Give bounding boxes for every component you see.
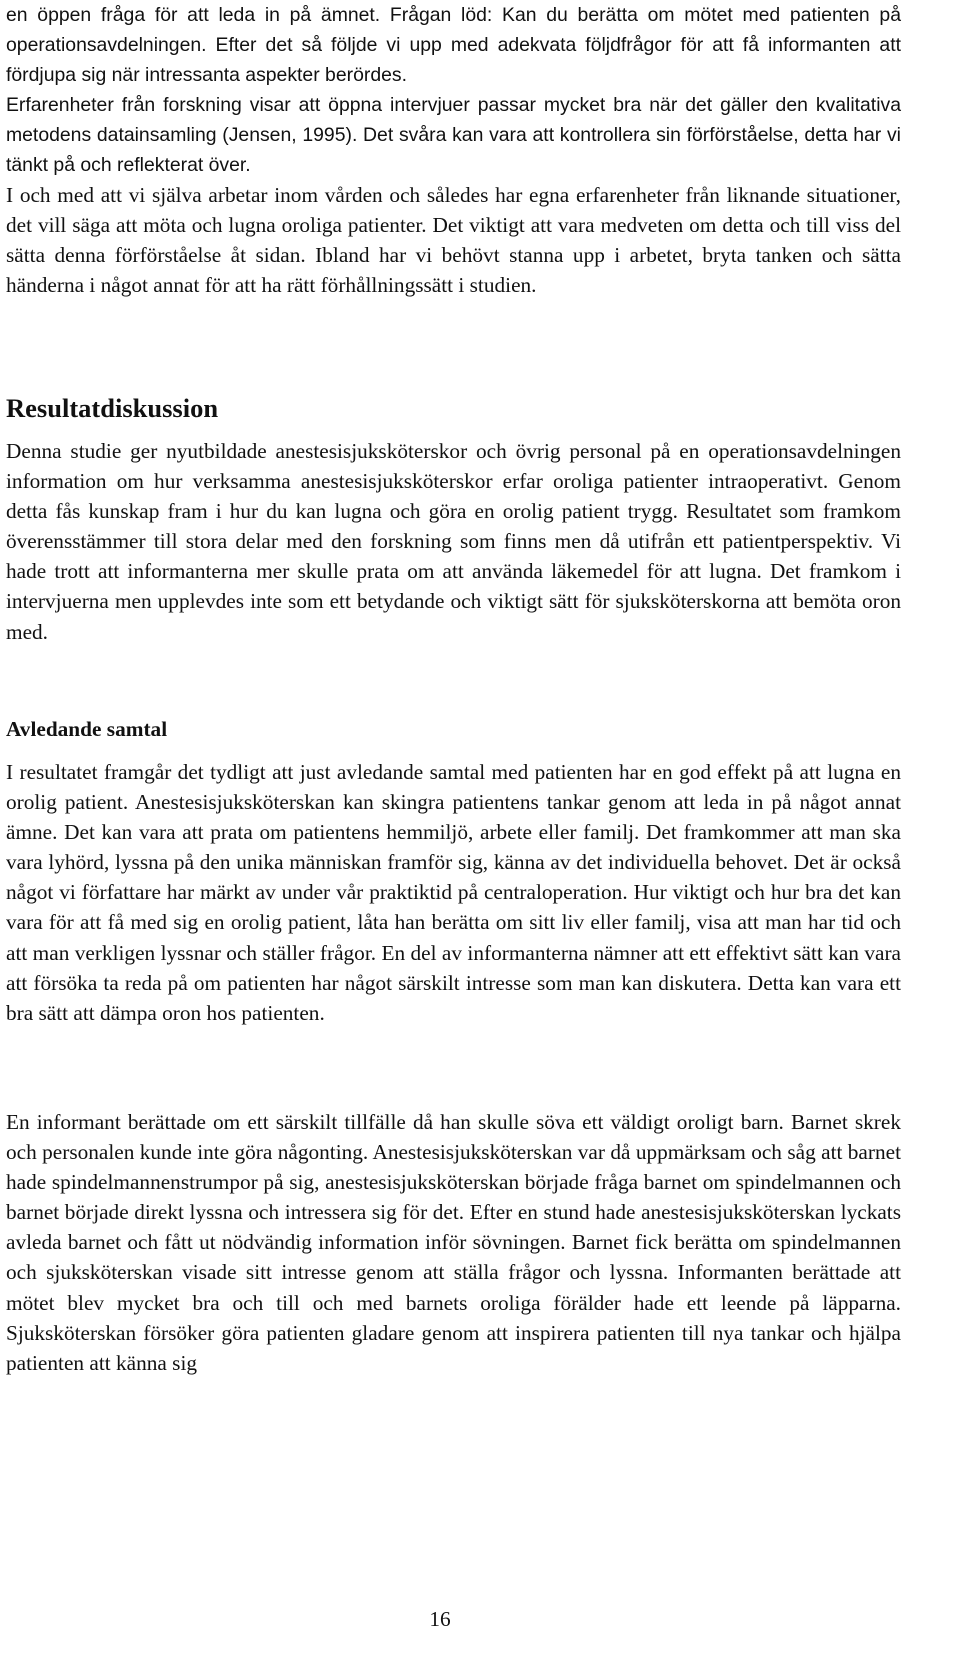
intro-paragraph-2: Erfarenheter från forskning visar att öppna intervjuer passar mycket bra när det gäller den kvalitativa metodens datainsamling (Jensen, 1995). Det svåra kan vara att kontrollera sin förförståelse, detta har vi tänkt på och reflekterat över. [6, 94, 901, 177]
page-number: 16 [429, 1607, 451, 1631]
section-heading: Resultatdiskussion [6, 393, 219, 423]
result-discussion-paragraph: Denna studie ger nyutbildade anestesisjuksköterskor och övrig personal på en operationsavdelningen information om hur verksamma anestesisjuksköterskor erfar oroliga patienter intraoperativt. Genom detta fås kunskap fram i hur du kan lugna och göra en orolig patient trygg. Resultatet som framkom överensstämmer till stora delar med den forskning som finns men då utifrån ett patientperspektiv. Vi hade trott att informanterna mer skulle prata om att använda läkemedel för att lugna. Det framkom i intervjuerna men upplevdes inte som ett betydande och viktigt sätt för sjuksköterskorna att bemöta oron med. [6, 439, 901, 644]
avledande-paragraph-1: I resultatet framgår det tydligt att just avledande samtal med patienten har en god effekt på att lugna en orolig patient. Anestesisjuksköterskan kan skingra patientens tankar genom att leda in på något annat ämne. Det kan vara att prata om patientens hemmiljö, arbete eller familj. Det framkommer att man ska vara lyhörd, lyssna på den unika människan framför sig, känna av det individuella behovet. Det är också något vi författare har märkt av under vår praktiktid på centraloperation. Hur viktigt och hur bra det kan vara för att få med sig en orolig patient, låta han berätta om sitt liv eller familj, visa att man har tid och att man verkligen lyssnar och ställer frågor. En del av informanterna nämner att ett effektivt sätt kan vara att försöka ta reda på om patienten har något särskilt intresse som man kan diskutera. Detta kan vara ett bra sätt att dämpa oron hos patienten. [6, 760, 901, 1025]
avledande-paragraph-2: En informant berättade om ett särskilt tillfälle då han skulle söva ett väldigt oroligt barn. Barnet skrek och personalen kunde inte göra någonting. Anestesisjuksköterskan var då uppmärksam och såg att barnet hade spindelmannenstrumpor på sig, anestesisjuksköterskan började fråga barnet om spindelmannen och barnet började direkt lyssna och intressera sig för det. Efter en stund hade anestesisjuksköterskan lyckats avleda barnet och fått ut nödvändig information inför sövningen. Barnet fick berätta om spindelmannen och sjuksköterskan visade sitt intresse genom att ställa frågor och lyssna. Informanten berättade att mötet blev mycket bra och till och med barnets oroliga förälder hade ett leende på läpparna. Sjuksköterskan försöker göra patienten gladare genom att inspirera patienten till nya tankar och hjälpa patienten att känna sig [6, 1110, 901, 1375]
subsection-heading: Avledande samtal [6, 717, 168, 741]
intro-paragraph-3: I och med att vi själva arbetar inom vården och således har egna erfarenheter från liknande situationer, det vill säga att möta och lugna oroliga patienter. Det viktigt att vara medveten om detta och till viss del sätta denna förförståelse åt sidan. Ibland har vi behövt stanna upp i arbetet, bryta tanken och sätta händerna i något annat för att ha rätt förhållningssätt i studien. [6, 183, 901, 298]
intro-paragraph-1: en öppen fråga för att leda in på ämnet. Frågan löd: Kan du berätta om mötet med patienten på operationsavdelningen. Efter det så följde vi upp med adekvata följdfrågor för att få informanten att fördjupa sig när intressanta aspekter berördes. [6, 4, 901, 87]
